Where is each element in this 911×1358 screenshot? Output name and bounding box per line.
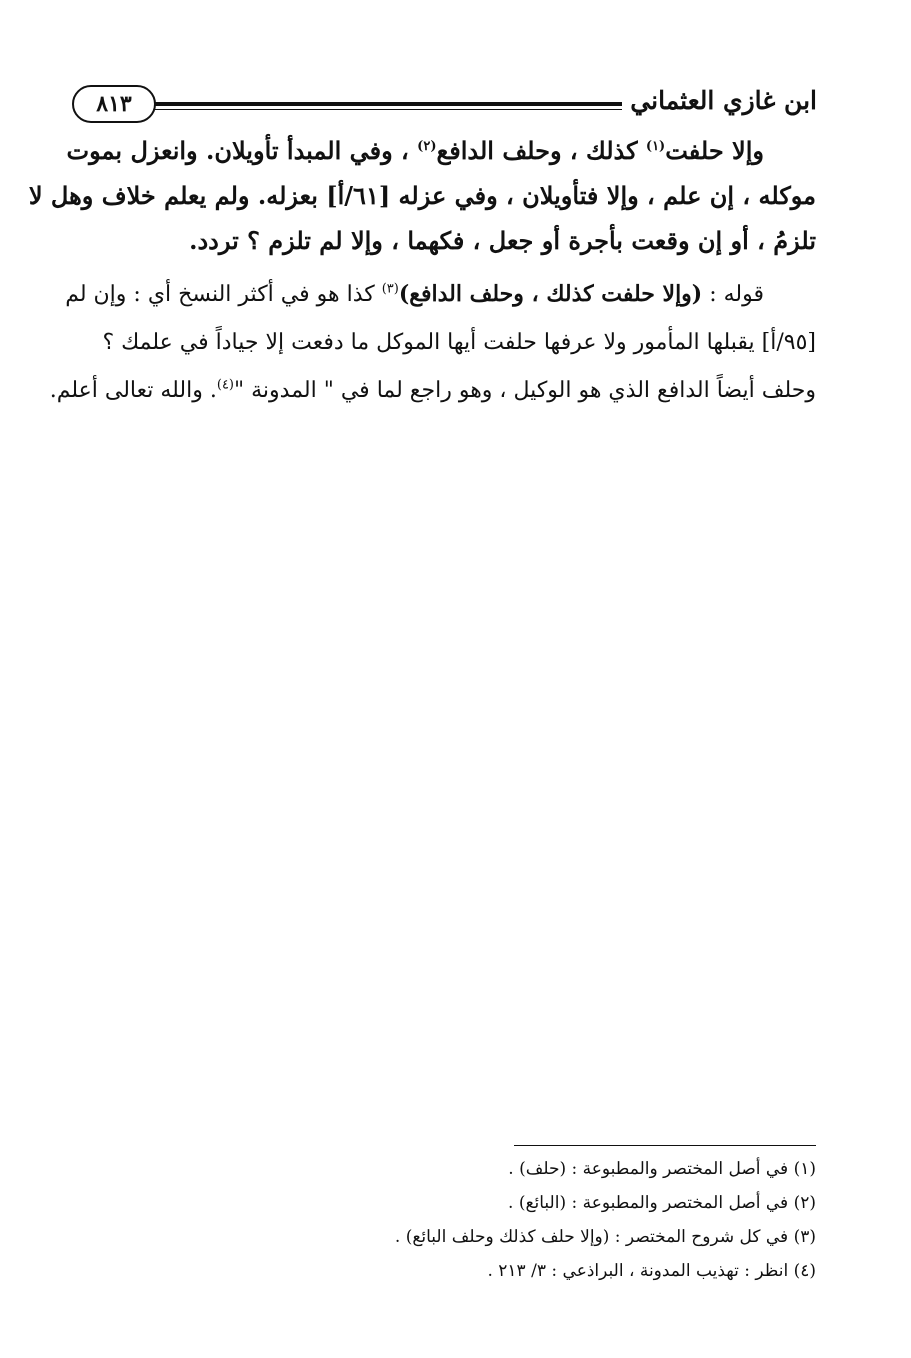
footnote-item: (٣) في كل شروح المختصر : (وإلا حلف كذلك وحلف البائع) .: [394, 1227, 816, 1247]
commentary-line-1: [66, 270, 816, 319]
footnotes: [216, 1152, 816, 1288]
footnote-item: (١) في أصل المختصر والمطبوعة : (حلف) .: [508, 1159, 816, 1179]
page-number: ٨١٣: [72, 85, 156, 123]
footnote-ref-1: (١): [645, 139, 666, 154]
commentary-line-3-part-a: وحلف أيضاً الدافع الذي هو الوكيل ، وهو راجع لما في " المدونة ": [234, 378, 816, 403]
footnote-item: (٤) انظر : تهذيب المدونة ، البراذعي : ٣/ ٢١٣ .: [487, 1261, 816, 1281]
matn-line-2: موكله ، إن علم ، وإلا فتأويلان ، وفي عزله [٦١/أ] بعزله. ولم يعلم خلاف وهل لا: [28, 181, 816, 210]
footnote-ref-3: (٣): [381, 281, 399, 297]
matn-line-1-part-c: ، وفي المبدأ تأويلان. وانعزل بموت: [66, 136, 418, 165]
commentary-line-3: [49, 367, 816, 415]
footnote-item: (٢) في أصل المختصر والمطبوعة : (البائع) .: [508, 1193, 816, 1213]
commentary-prefix: قوله :: [702, 282, 764, 307]
commentary-quote: (وإلا حلفت كذلك ، وحلف الدافع): [398, 281, 703, 307]
header-rule-thin: [144, 109, 622, 110]
header-rule: [144, 102, 622, 106]
commentary-line-2: [٩٥/أ] يقبلها المأمور ولا عرفها حلفت أيها الموكل ما دفعت إلا جياداً في علمك ؟: [102, 330, 816, 355]
footnote-ref-2: (٢): [417, 139, 437, 154]
matn-line-1-part-b: كذلك ، وحلف الدافع: [436, 136, 646, 165]
commentary-line-1-rest: كذا هو في أكثر النسخ أي : وإن لم: [65, 282, 382, 307]
matn-line-1: [66, 128, 816, 173]
matn-text: [28, 128, 816, 263]
page-header: [72, 82, 817, 126]
commentary-text: [49, 270, 816, 415]
commentary-line-3-part-b: . والله تعالى أعلم.: [49, 378, 217, 403]
matn-line-1-part-a: وإلا حلفت: [665, 136, 764, 165]
matn-line-3: تلزمُ ، أو إن وقعت بأجرة أو جعل ، فكهما ، وإلا لم تلزم ؟ تردد.: [189, 226, 816, 255]
running-title: ابن غازي العثماني: [630, 86, 817, 115]
footnote-separator: [514, 1145, 816, 1146]
footnote-ref-4: (٤): [216, 377, 234, 393]
